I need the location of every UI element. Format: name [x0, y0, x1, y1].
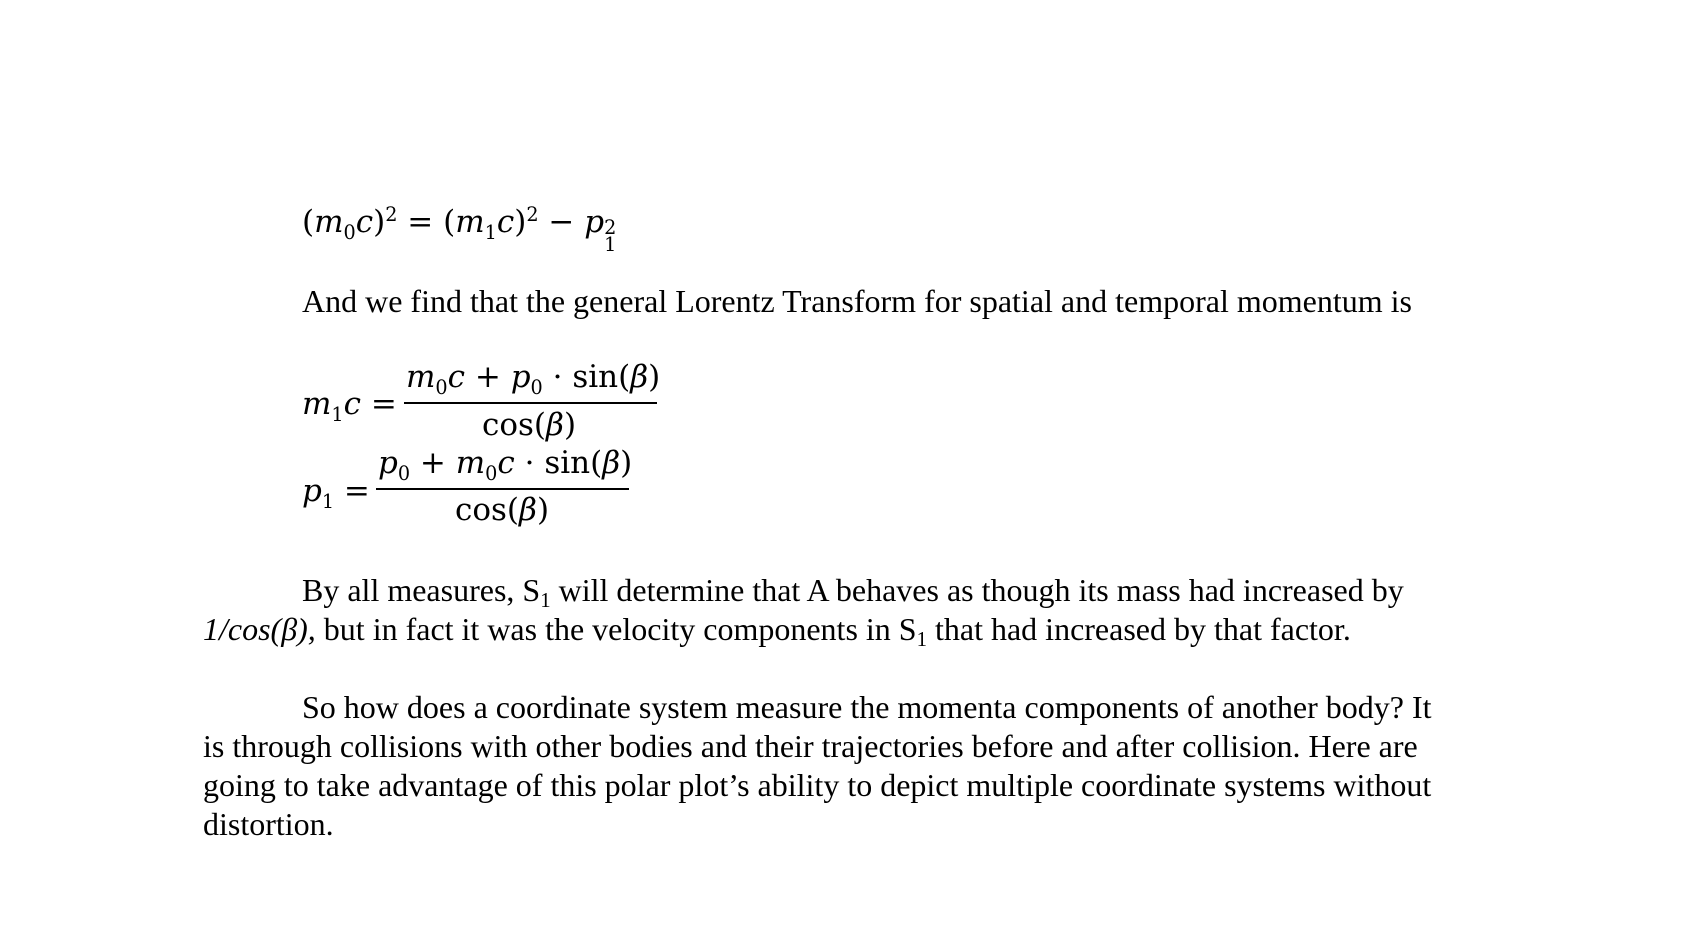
- equation-spatial-momentum-denominator: cos(β): [455, 492, 550, 528]
- equation-spatial-momentum-lhs: $p_1$ =: [302, 473, 370, 513]
- intro-sentence: And we find that the general Lorentz Transform for spatial and temporal momentum is: [302, 283, 1412, 319]
- fraction-bar: [376, 488, 629, 490]
- equation-spatial-momentum-numerator: $p_0 + m_0c \cdot \sin(\beta)$: [378, 445, 633, 485]
- paragraph-collisions-line-1: So how does a coordinate system measure the momenta components of another body? It: [302, 689, 1432, 725]
- paragraph-mass-increase-line-1: By all measures, S1 will determine that A behaves as though its mass had increased by: [302, 572, 1404, 612]
- paragraph-collisions-line-4: distortion.: [203, 806, 334, 842]
- fraction-bar: [404, 402, 657, 404]
- equation-temporal-momentum-lhs: $m_1c$ =: [302, 386, 397, 426]
- paragraph-collisions-line-2: is through collisions with other bodies and their trajectories before and after collision. Here are: [203, 728, 1418, 764]
- paragraph-collisions-line-3: going to take advantage of this polar plot’s ability to depict multiple coordinate systems without: [203, 767, 1432, 803]
- equation-invariant-mass: $(m_0c)^2 = (m_1c)^2 - p$ 2 1: [302, 203, 617, 256]
- equation-temporal-momentum-denominator: cos(β): [482, 407, 577, 443]
- equation-temporal-momentum-numerator: $m_0c + p_0 \cdot \sin(\beta)$: [406, 359, 661, 399]
- paragraph-mass-increase-line-2: 1/cos(β), but in fact it was the velocity components in S1 that had increased by that factor.: [203, 611, 1351, 651]
